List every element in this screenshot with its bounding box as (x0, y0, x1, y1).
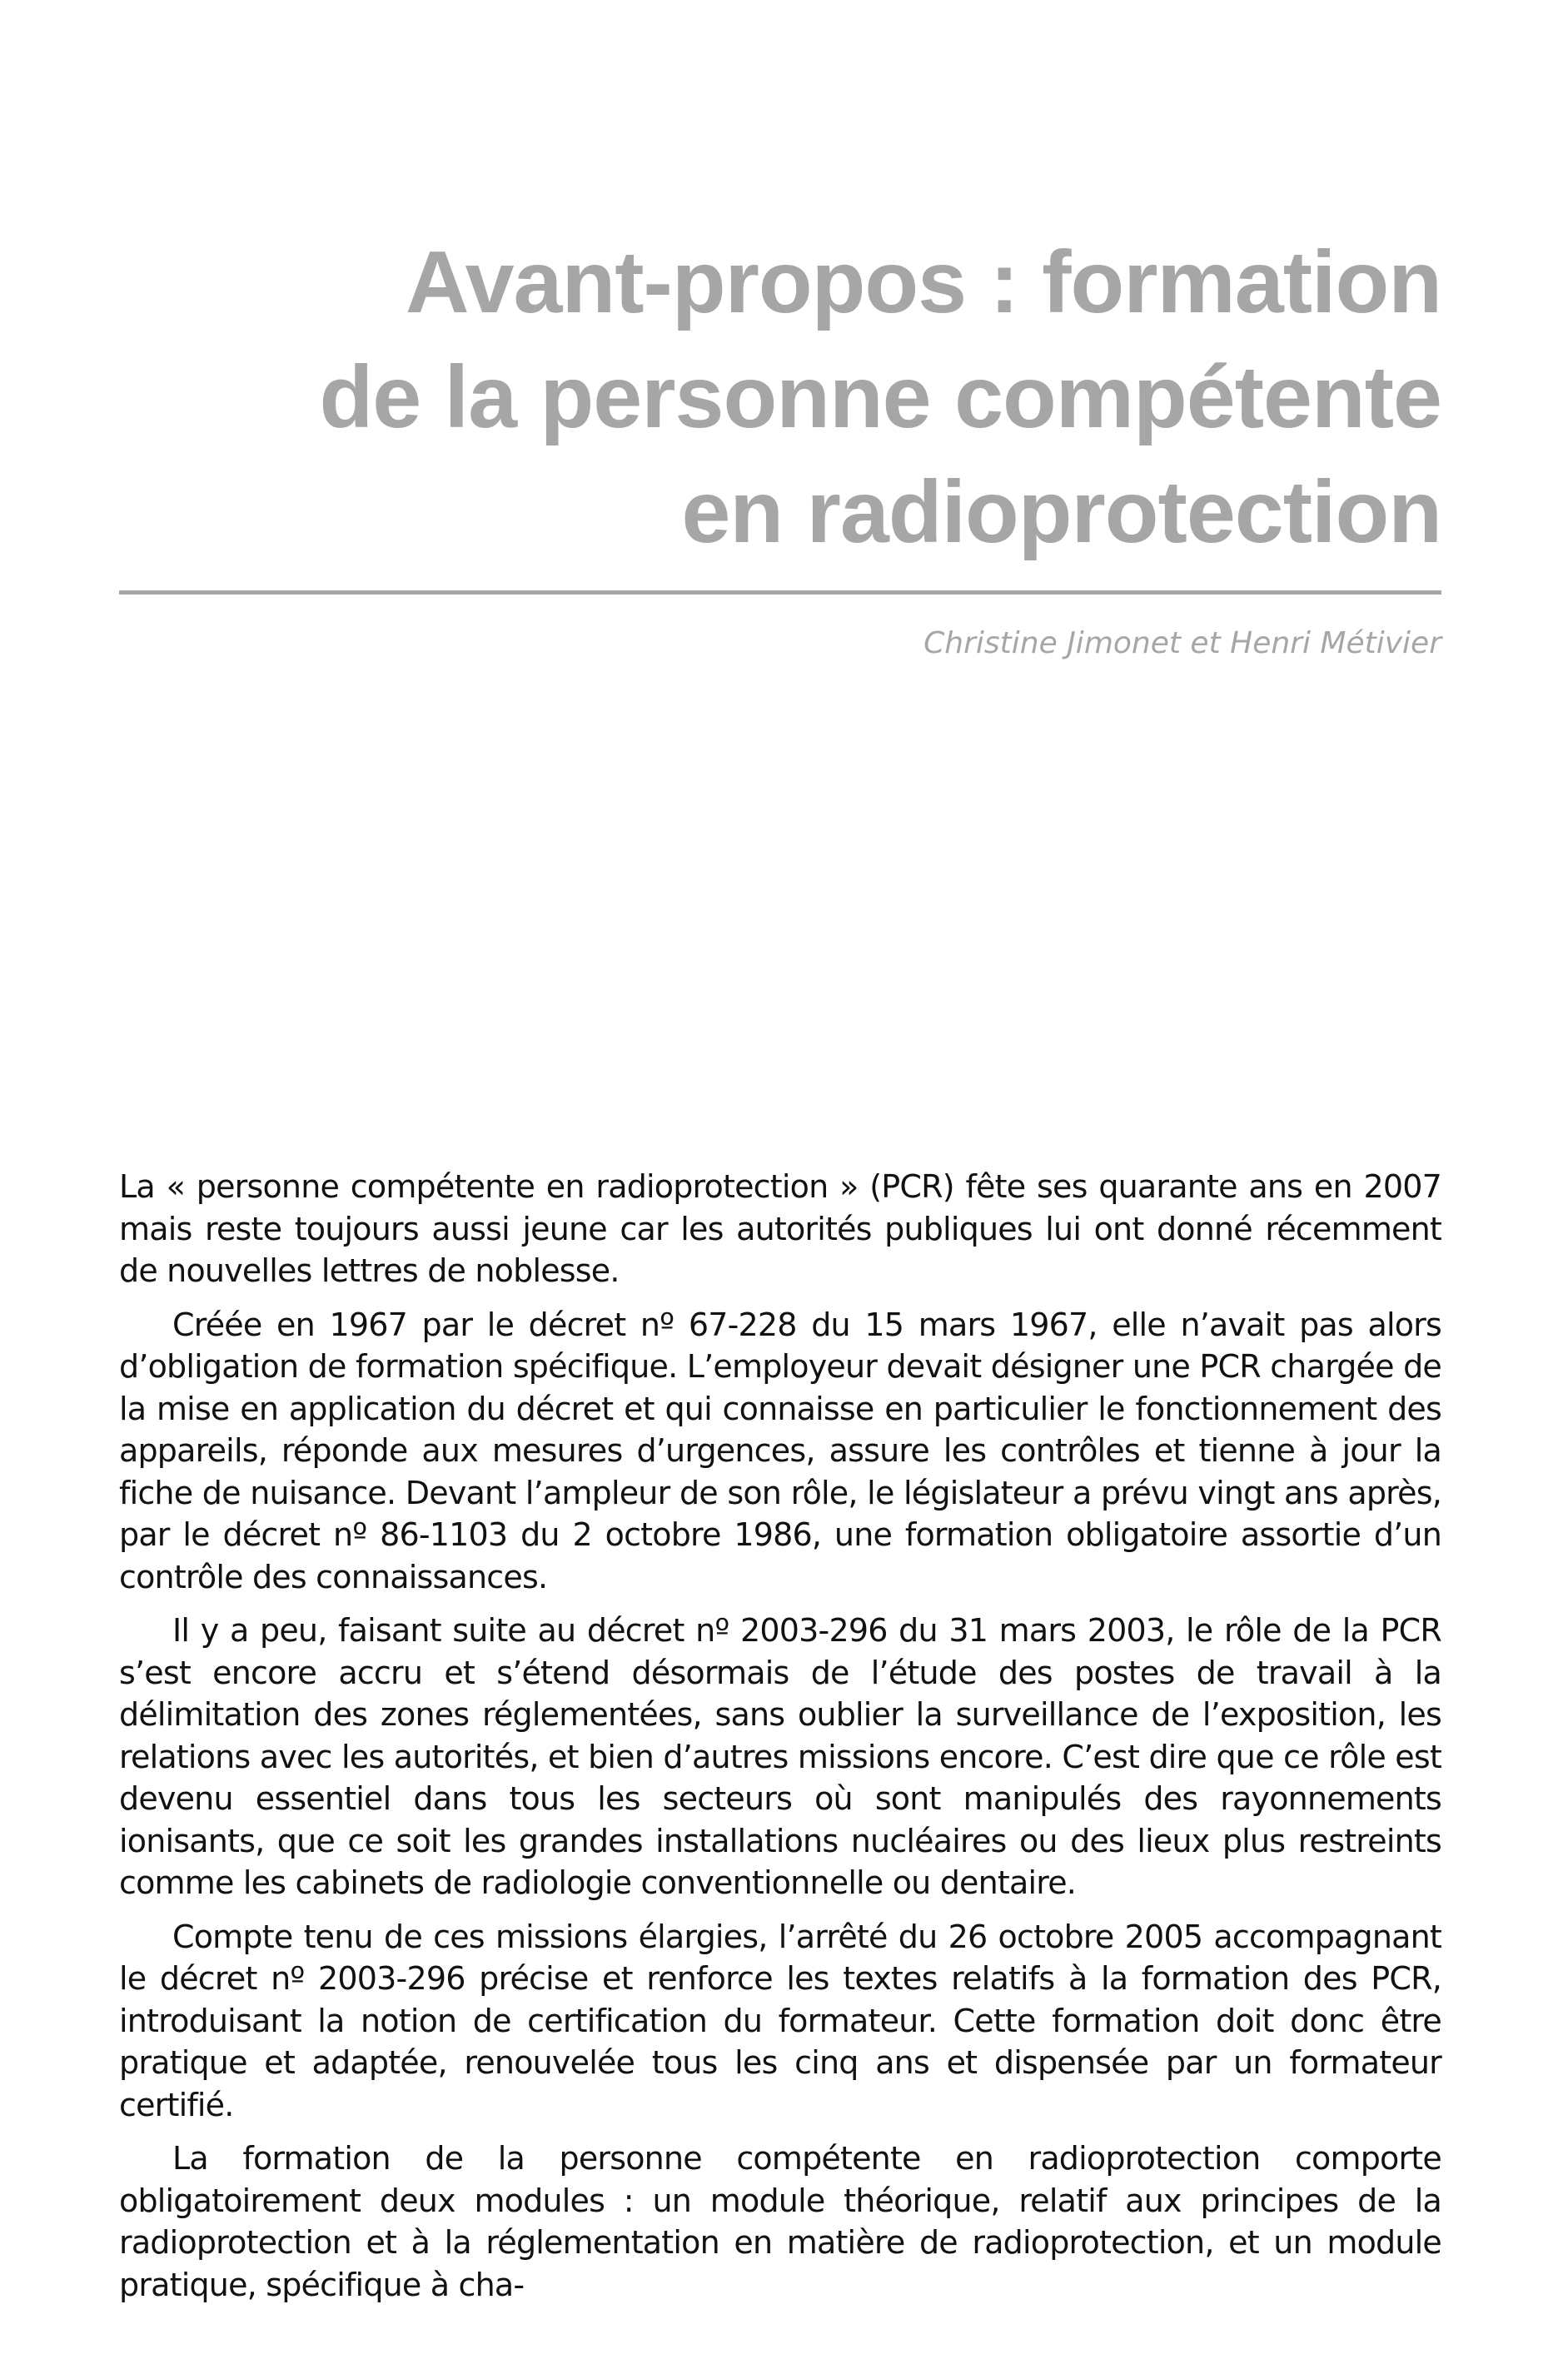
title-line-2: de la personne compétente (319, 348, 1441, 446)
title-divider (119, 590, 1441, 595)
authors-byline: Christine Jimonet et Henri Métivier (923, 626, 1441, 660)
title-line-1: Avant-propos : formation (405, 233, 1441, 331)
paragraph-5: La formation de la personne compétente en radioprotection comporte obligatoirement deux modules : un module théorique, relatif aux principes de la radioprotection et à la réglementation en matière de radioprotection, et un module pratique, spécifique à cha- (119, 2140, 1441, 2303)
paragraph-3: Il y a peu, faisant suite au décret nº 2003-296 du 31 mars 2003, le rôle de la PCR s’est encore accru et s’étend désormais de l’étude des postes de travail à la délimitation des zones réglementées, sans oublier la surveillance de l’exposition, les relations avec les autorités, et bien d’autres missions encore. C’est dire que ce rôle est devenu essentiel dans tous les secteurs où sont manipulés des rayonnements ionisants, que ce soit les grandes installations nucléaires ou des lieux plus restreints comme les cabinets de radiologie conventionnelle ou dentaire. (119, 1612, 1441, 1901)
body-text (119, 1166, 1441, 2317)
paragraph-1: La « personne compétente en radioprotection » (PCR) fête ses quarante ans en 2007 mais reste toujours aussi jeune car les autorités publiques lui ont donné récemment de nouvelles lettres de noblesse. (119, 1168, 1441, 1289)
title-line-3: en radioprotection (681, 463, 1441, 561)
page-title (276, 225, 1441, 570)
paragraph-2: Créée en 1967 par le décret nº 67-228 du 15 mars 1967, elle n’avait pas alors d’obligation de formation spécifique. L’employeur devait désigner une PCR chargée de la mise en application du décret et qui connaisse en particulier le fonctionnement des appareils, réponde aux mesures d’urgences, assure les contrôles et tienne à jour la fiche de nuisance. Devant l’ampleur de son rôle, le législateur a prévu vingt ans après, par le décret nº 86-1103 du 2 octobre 1986, une formation obligatoire assortie d’un contrôle des connaissances. (119, 1306, 1441, 1595)
paragraph-4: Compte tenu de ces missions élargies, l’arrêté du 26 octobre 2005 accompagnant le décret nº 2003-296 précise et renforce les textes relatifs à la formation des PCR, introduisant la notion de certification du formateur. Cette formation doit donc être pratique et adaptée, renouvelée tous les cinq ans et dispensée par un formateur certifié. (119, 1918, 1441, 2123)
